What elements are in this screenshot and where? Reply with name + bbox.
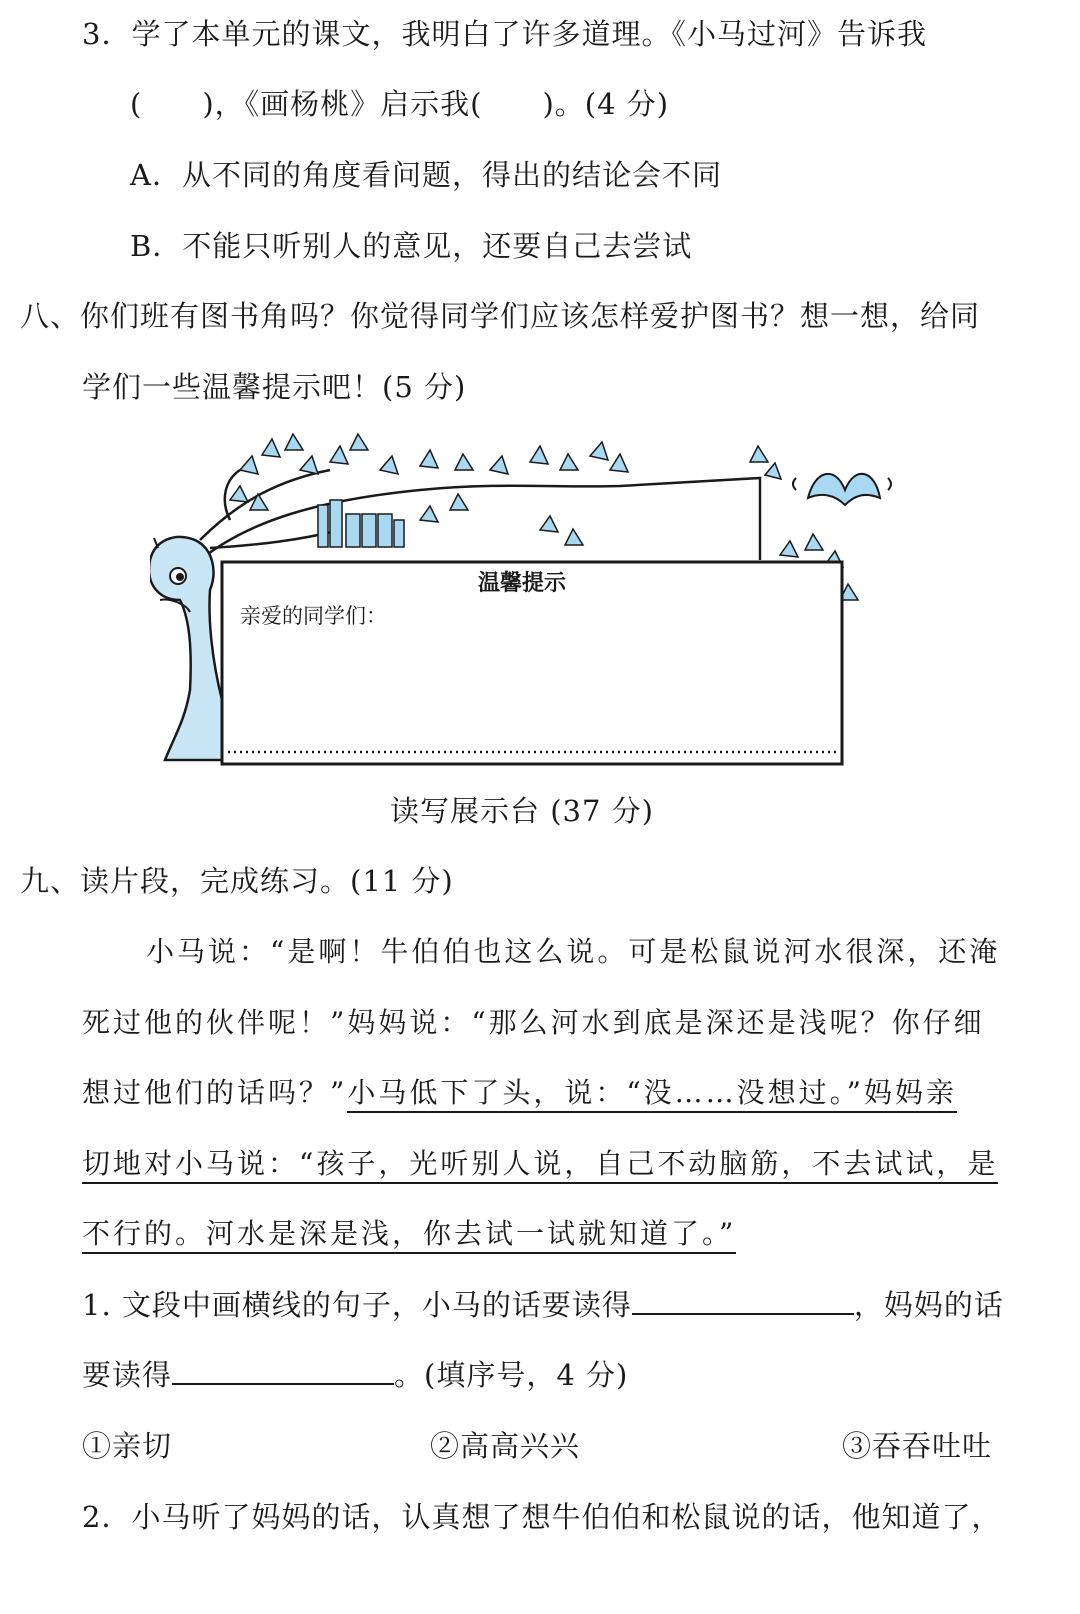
q1-text-c: 要读得 [82,1358,173,1392]
q1-blank-2[interactable] [172,1357,394,1385]
s9-heading: 九、读片段，完成练习。(11 分) [20,864,454,898]
notice-greeting: 亲爱的同学们： [240,604,387,628]
s8-prompt-line1: 八、你们班有图书角吗？你觉得同学们应该怎样爱护图书？想一想，给同 [20,299,981,333]
passage-line4-underlined: 切地对小马说：“孩子，光听别人说，自己不动脑筋，不去试试，是 [82,1147,998,1184]
q1-line1 [82,1285,1004,1325]
books-icon [318,500,404,547]
flying-book-icon [793,474,891,505]
section-heading: 读写展示台 (37 分) [390,794,654,828]
passage-line4 [82,1144,998,1184]
passage-line2: 死过他的伙伴呢！”妈妈说：“那么河水到底是深还是浅呢？你仔细 [82,1006,985,1039]
q2-stem: 2．小马听了妈妈的话，认真想了想牛伯伯和松鼠说的话，他知道了， [82,1500,1002,1534]
q3-option-a: A．从不同的角度看问题，得出的结论会不同 [130,158,722,192]
notice-title: 温馨提示 [478,571,567,596]
q1-option-1: ①亲切 [82,1429,173,1463]
passage-line5 [82,1214,736,1254]
q3-stem-line1: 3．学了本单元的课文，我明白了许多道理。《小马过河》告诉我 [82,17,927,51]
q1-text-b: ，妈妈的话 [853,1288,1004,1322]
q1-line2 [82,1355,628,1395]
q3-stem-line2: ( )，《画杨桃》启示我( )。(4 分) [130,87,670,121]
q1-text-a: 1. 文段中画横线的句子，小马的话要读得 [82,1288,632,1322]
passage-line3 [82,1073,957,1113]
passage-line3-plain: 想过他们的话吗？” [82,1076,348,1109]
q1-option-3: ③吞吞吐吐 [842,1429,993,1463]
tree-branch-icon [200,470,760,560]
s8-prompt-line2: 学们一些温馨提示吧！(5 分) [82,370,467,404]
q3-option-b: B．不能只听别人的意见，还要自己去尝试 [130,229,693,263]
q1-option-2: ②高高兴兴 [430,1429,581,1463]
q1-text-d: 。(填序号，4 分) [394,1358,629,1392]
passage-line1: 小马说：“是啊！牛伯伯也这么说。可是松鼠说河水很深，还淹 [146,935,1001,968]
passage-line5-underlined: 不行的。河水是深是浅，你去试一试就知道了。” [82,1217,736,1254]
q1-blank-1[interactable] [632,1287,854,1315]
passage-line3-underlined: 小马低下了头，说：“没……没想过。”妈妈亲 [347,1076,957,1113]
dinosaur-icon [150,537,222,760]
